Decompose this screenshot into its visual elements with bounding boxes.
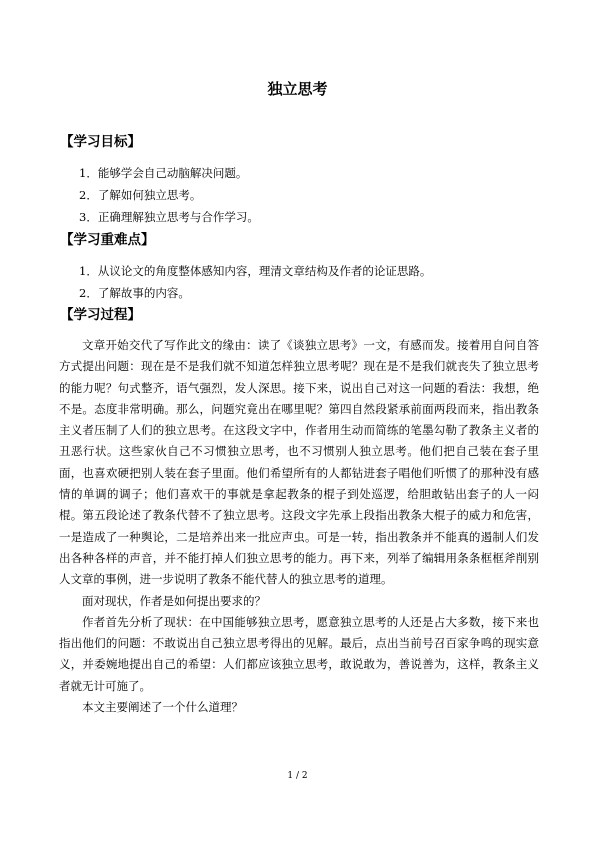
objective-item: 1．能够学会自己动脑解决问题。 xyxy=(79,166,248,180)
process-heading: 【学习过程】 xyxy=(60,307,141,323)
objective-item: 3．正确理解独立思考与合作学习。 xyxy=(79,210,259,224)
body-paragraph: 本文主要阐述了一个什么道理？ xyxy=(82,700,243,715)
key-point-item: 2．了解故事的内容。 xyxy=(79,286,190,300)
body-paragraph: 面对现状，作者是如何提出要求的？ xyxy=(82,593,266,608)
key-points-heading: 【学习重难点】 xyxy=(60,232,155,248)
document-title: 独立思考 xyxy=(267,80,328,98)
body-paragraph: 作者首先分析了现状：在中国能够独立思考，愿意独立思考的人还是占大多数，接下来也指出他们的问题：不敢说出自己独立思考得出的见解。最后，点出当前号召百家争鸣的现实意义，并委婉地提出自己的希望：人们都应该独立思考，敢说敢为，善说善为，这样，教条主义者就无计可施了。 xyxy=(59,614,539,693)
objectives-heading: 【学习目标】 xyxy=(60,134,141,150)
key-point-item: 1．从议论文的角度整体感知内容，理清文章结构及作者的论证思路。 xyxy=(79,264,432,278)
objective-item: 2．了解如何独立思考。 xyxy=(79,188,202,202)
process-body xyxy=(59,335,539,718)
page-number: 1 / 2 xyxy=(287,771,308,781)
body-paragraph: 文章开始交代了写作此文的缘由：读了《谈独立思考》一文，有感而发。接着用自问自答方式提出问题：现在是不是我们就不知道怎样独立思考呢？现在是不是我们就丧失了独立思考的能力呢？句式整齐，语气强烈，发人深思。接下来，说出自己对这一问题的看法：我想，绝不是。态度非常明确。那么，问题究竟出在哪里呢？第四自然段紧承前面两段而来，指出教条主义者压制了人们的独立思考。在这段文字中，作者用生动而简练的笔墨勾勒了教条主义者的丑恶行状。这些家伙自己不习惯独立思考，也不习惯别人独立思考。他们把自己装在套子里面，也喜欢硬把别人装在套子里面。他们希望所有的人都钻进套子唱他们听惯了的那种没有感情的单调的调子；他们喜欢干的事就是拿起教条的棍子到处巡逻，给胆敢钻出套子的人一闷棍。第五段论述了教条代替不了独立思考。这段文字先承上段指出教条大棍子的威力和危害，一是造成了一种舆论，二是培养出来一批应声虫。可是一转，指出教条并不能真的遏制人们发出各种各样的声音，并不能打掉人们独立思考的能力。再下来，列举了编辑用条条框框斧削别人文章的事例，进一步说明了教条不能代替人的独立思考的道理。 xyxy=(59,338,539,587)
